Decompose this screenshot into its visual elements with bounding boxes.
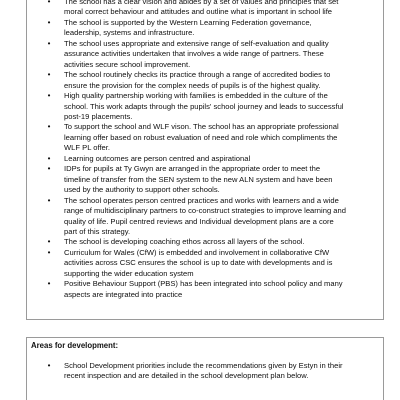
list-item-text: Positive Behaviour Support (PBS) has been integrated into school policy and many aspects are integrated into practice — [64, 279, 343, 299]
bullet-icon: • — [47, 17, 51, 27]
list-item-text: Learning outcomes are person centred and aspirational — [64, 153, 251, 163]
list-item — [44, 70, 380, 91]
list-item-text: To support the school and WLF vison. The school has an appropriate professional learning offer based on robust evaluation of need and role which compliments the WLF PL offer. — [64, 122, 339, 153]
list-item-text: Curriculum for Wales (CfW) is embedded and involvement in collaborative CfW activities across CSC ensures the school is up to date with developments and is supporting the wider education system — [64, 247, 333, 278]
list-item — [44, 279, 380, 300]
list-item — [44, 0, 380, 18]
list-item — [44, 18, 380, 39]
bullet-icon: • — [47, 70, 51, 80]
list-item-text: The school uses appropriate and extensive range of self-evaluation and quality assurance activities undertaken that involves a wide range of partners. These activities secure school improvement. — [64, 38, 329, 69]
bullet-icon: • — [47, 153, 51, 163]
bullet-icon: • — [47, 122, 51, 132]
bullet-icon: • — [47, 247, 51, 257]
list-item-text: The school routinely checks its practice through a range of accredited bodies to ensure the provision for the complex needs of pupils is of the highest quality. — [64, 70, 331, 90]
bullet-icon: • — [47, 361, 51, 370]
list-item — [44, 39, 380, 70]
bullet-icon: • — [47, 195, 51, 205]
list-item — [44, 361, 380, 382]
list-item-text: The school operates person centred practices and works with learners and a wide range of multidisciplinary partners to co-construct strategies to improve learning and quality of life. Pupil centred reviews and Individual development plans are a core part of this strategy. — [64, 195, 346, 236]
bullet-icon: • — [47, 279, 51, 289]
list-item — [44, 196, 380, 238]
list-item — [44, 237, 380, 247]
list-item — [44, 122, 380, 153]
list-item-text: The school is supported by the Western Learning Federation governance, leadership, systems and infrastructure. — [64, 17, 312, 38]
development-list — [44, 361, 380, 382]
strengths-list — [44, 0, 380, 300]
list-item-text: The school is developing coaching ethos across all layers of the school. — [64, 237, 305, 247]
areas-for-development-heading: Areas for development: — [31, 341, 119, 350]
list-item-text: High quality partnership working with families is embedded in the culture of the school. This work adapts through the pupils' school journey and leads to successful post-19 placements. — [64, 91, 344, 121]
list-item — [44, 164, 380, 195]
list-item-text: School Development priorities include the recommendations given by Estyn in their recent inspection and are detailed in the school development plan below. — [64, 361, 343, 381]
list-item — [44, 154, 380, 164]
list-item — [44, 248, 380, 279]
list-item — [44, 91, 380, 122]
bullet-icon: • — [47, 164, 51, 174]
bullet-icon: • — [47, 0, 51, 6]
bullet-icon: • — [47, 91, 51, 101]
bullet-icon: • — [47, 237, 51, 247]
list-item-text: IDPs for pupils at Ty Gwyn are arranged in the appropriate order to meet the timeline of transfer from the SEN system to the new ALN system and have been used by the authority to support other schools. — [64, 164, 333, 195]
bullet-icon: • — [47, 38, 51, 48]
list-item-text: The school has a clear vision and abides by a set of values and principles that set moral correct behaviour and attitudes and outline what is important in school life — [64, 0, 339, 17]
